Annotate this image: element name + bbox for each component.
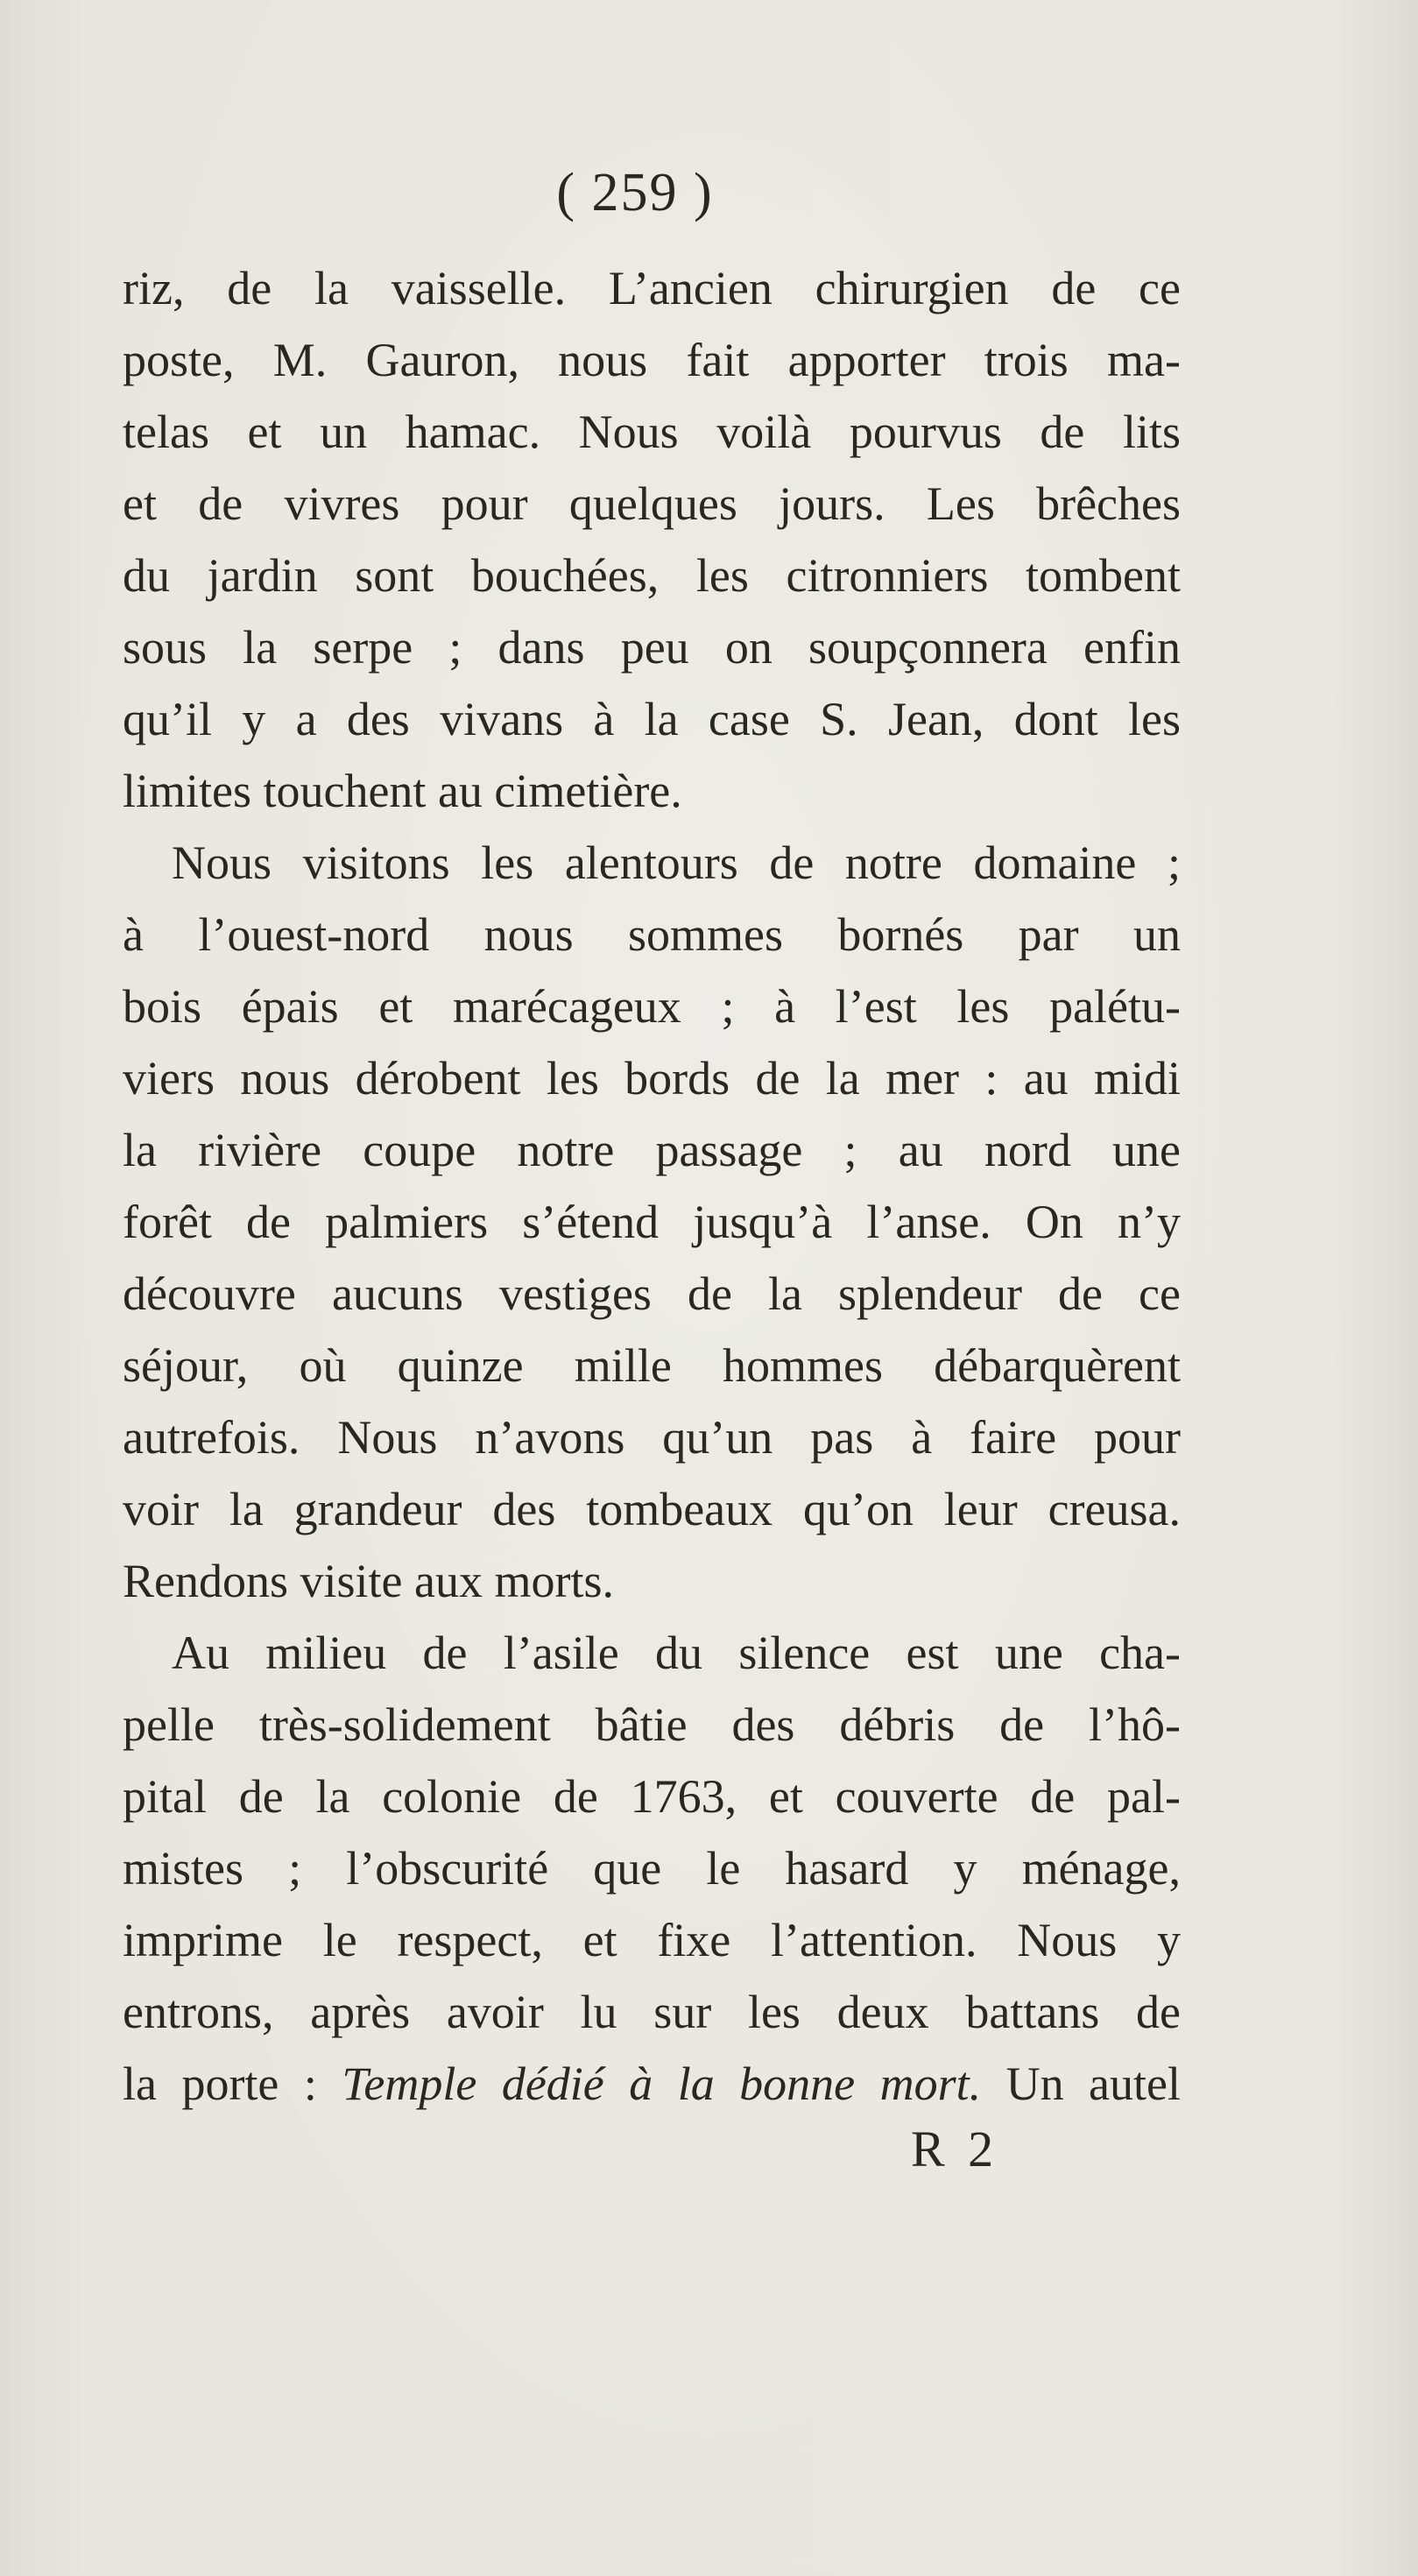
text-line: Au milieu de l’asile du silence est une cha- [172,1627,1181,1679]
text-segment: la porte : [123,2057,342,2110]
text-line: et de vivres pour quelques jours. Les brêches [123,477,1181,530]
text-line: forêt de palmiers s’étend jusqu’à l’anse. On n’y [123,1196,1181,1248]
text-line: telas et un hamac. Nous voilà pourvus de lits [123,406,1181,458]
text-line: qu’il y a des vivans à la case S. Jean, dont les [123,693,1181,745]
text-line: imprime le respect, et fixe l’attention. Nous y [123,1914,1181,1966]
text-line: entrons, après avoir lu sur les deux battans de [123,1986,1181,2038]
text-line: la rivière coupe notre passage ; au nord une [123,1124,1181,1176]
text-line: séjour, où quinze mille hommes débarquèrent [123,1339,1181,1392]
text-line: du jardin sont bouchées, les citronniers tombent [123,549,1181,602]
text-line-mixed [123,2048,1181,2120]
text-line: poste, M. Gauron, nous fait apporter trois ma- [123,334,1181,386]
text-line: bois épais et marécageux ; à l’est les palétu- [123,980,1181,1033]
text-segment: Un autel [981,2057,1181,2110]
text-line: autrefois. Nous n’avons qu’un pas à faire pour [123,1411,1181,1464]
signature-mark: R 2 [911,2121,999,2177]
page-number: ( 259 ) [556,163,714,222]
text-line: découvre aucuns vestiges de la splendeur de ce [123,1267,1181,1320]
text-line: Rendons visite aux morts. [123,1555,614,1607]
text-line: pelle très-solidement bâtie des débris de l’hô- [123,1698,1181,1751]
text-line: viers nous dérobent les bords de la mer : au midi [123,1052,1181,1105]
text-line: riz, de la vaisselle. L’ancien chirurgien de ce [123,262,1181,314]
text-line: sous la serpe ; dans peu on soupçonnera enfin [123,621,1181,674]
text-line: Nous visitons les alentours de notre domaine ; [172,836,1181,889]
text-line: mistes ; l’obscurité que le hasard y ménage, [123,1842,1181,1895]
text-line: pital de la colonie de 1763, et couverte de pal- [123,1770,1181,1823]
text-line: voir la grandeur des tombeaux qu’on leur creusa. [123,1483,1181,1535]
text-line: limites touchent au cimetière. [123,765,682,817]
text-line: à l’ouest-nord nous sommes bornés par un [123,908,1181,961]
body-text [123,252,1181,2120]
italic-inscription: Temple dédié à la bonne mort. [342,2057,982,2110]
